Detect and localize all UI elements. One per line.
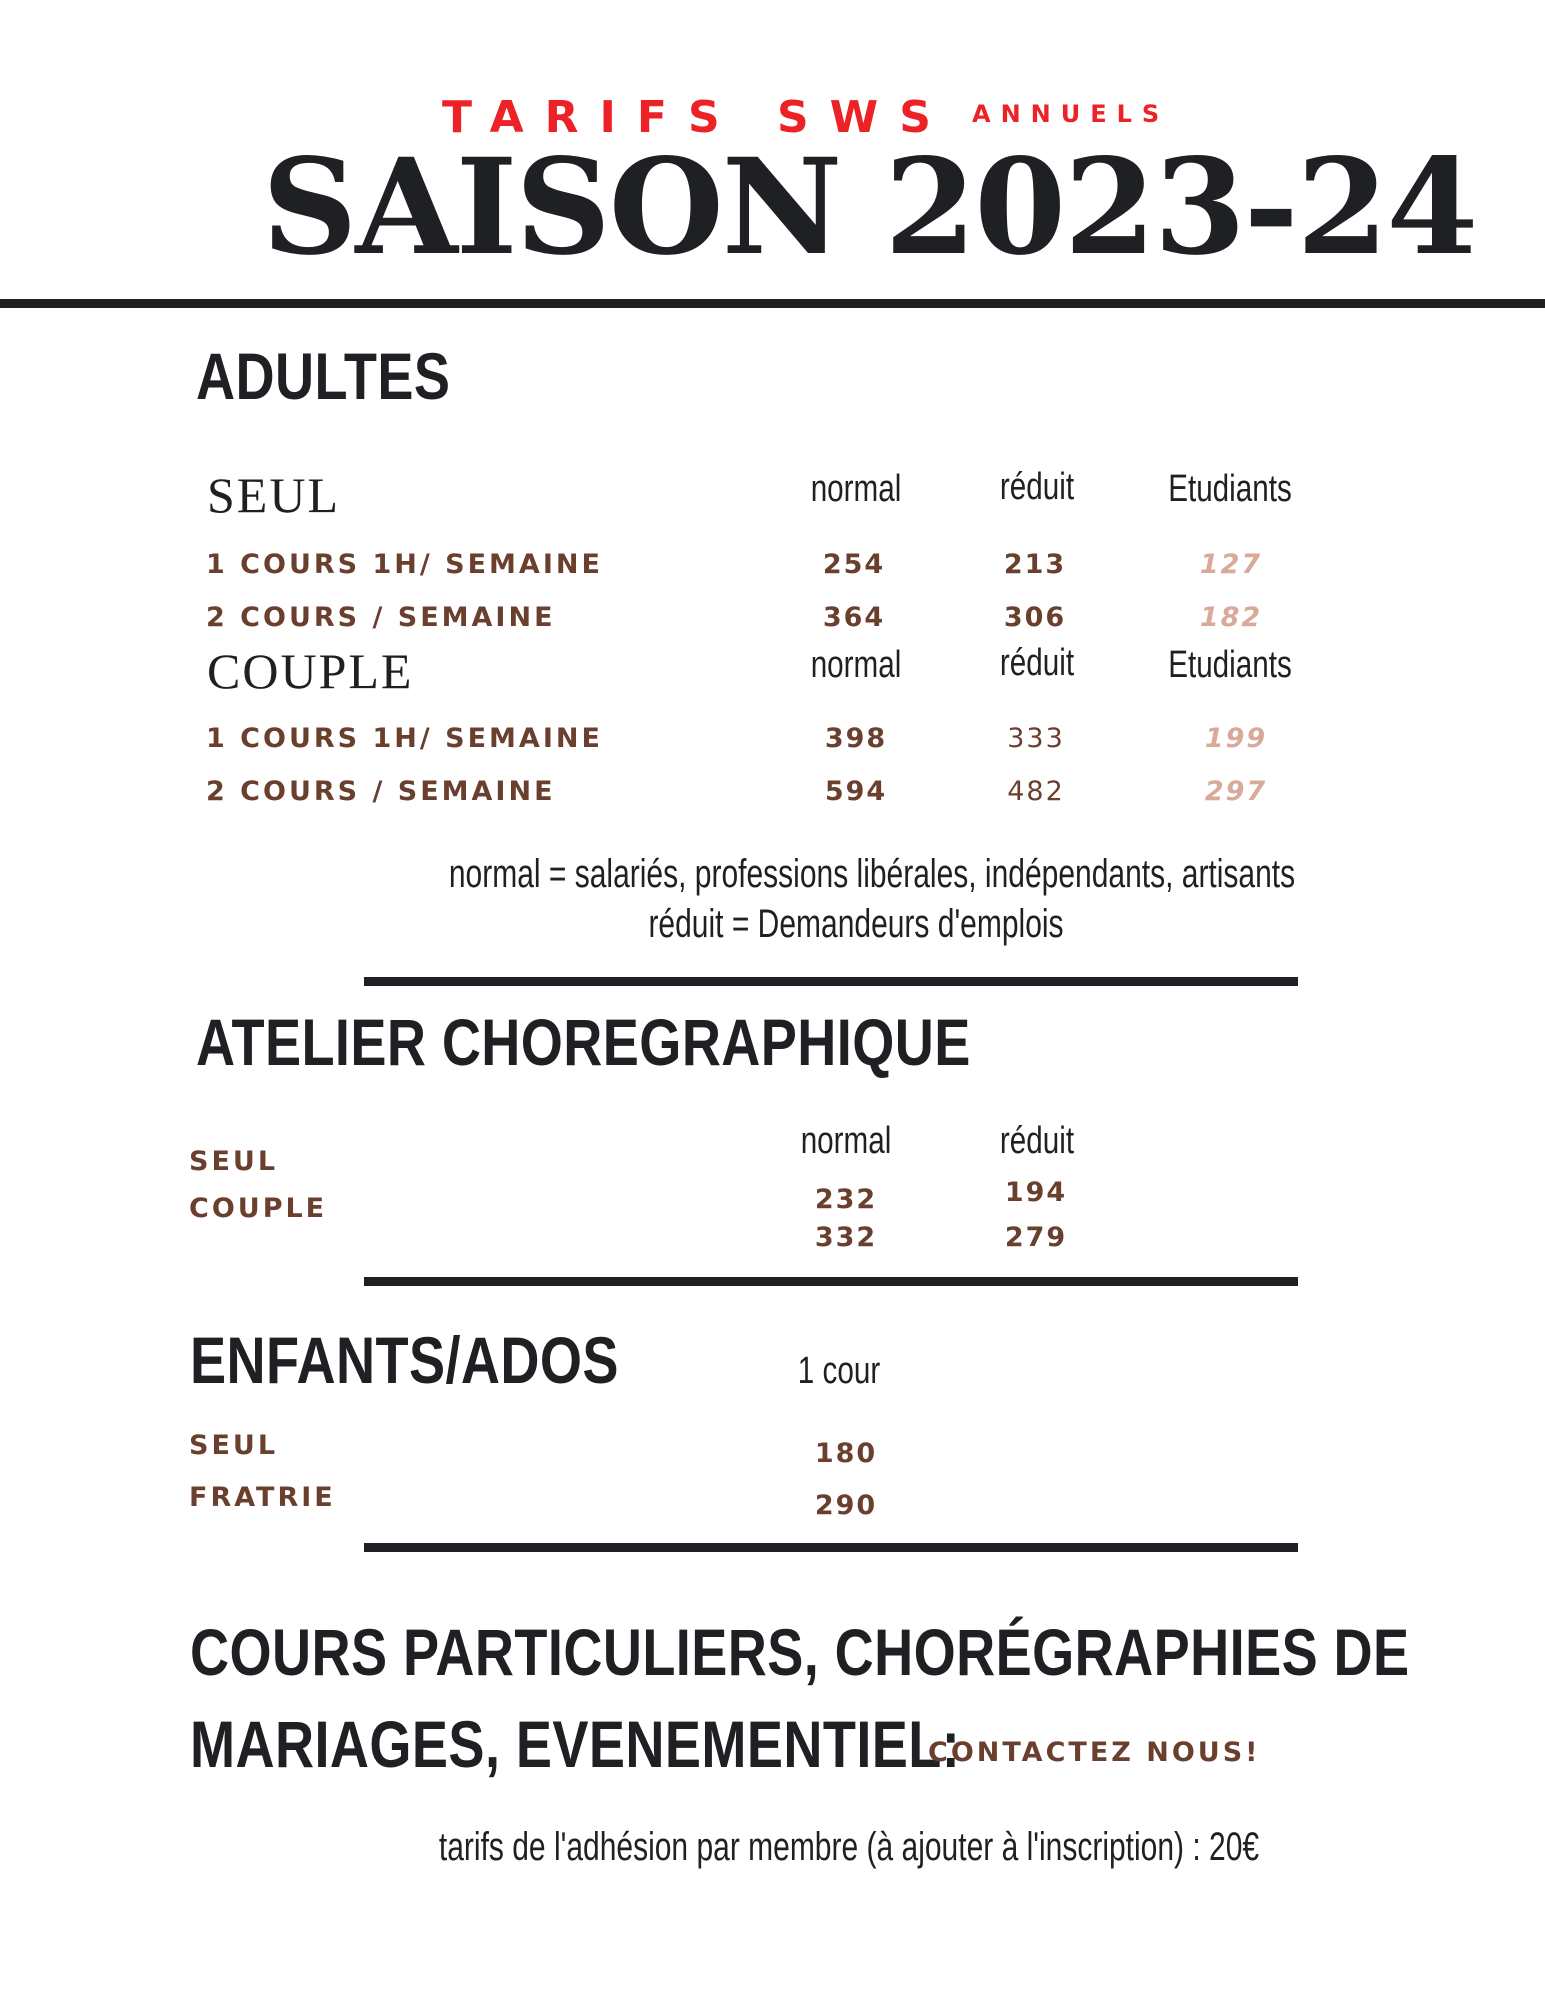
price-value: 180 (814, 1438, 878, 1469)
adhesion-note: tarifs de l'adhésion par membre (à ajouter à l'inscription) : 20€ (438, 1825, 1260, 1869)
contact-label: CONTACTEZ NOUS! (928, 1737, 1261, 1768)
col-reduit-header: réduit (999, 642, 1075, 684)
header-title-red: TARIFS SWS (442, 92, 952, 143)
section-atelier-heading: ATELIER CHOREGRAPHIQUE (196, 1005, 971, 1079)
col-etudiants-header: Etudiants (1168, 644, 1292, 686)
header-divider (0, 299, 1545, 308)
row-label: SEUL (189, 1146, 279, 1177)
col-reduit-header: réduit (999, 1120, 1075, 1162)
season-title: SAISON 2023-24 (262, 130, 1477, 285)
row-label: FRATRIE (189, 1482, 336, 1513)
price-value: 482 (1007, 776, 1065, 807)
price-value: 213 (1003, 549, 1067, 580)
price-value: 279 (1004, 1222, 1068, 1253)
price-value: 333 (1007, 723, 1065, 754)
header-title-red-sub: ANNUELS (972, 100, 1170, 128)
section-adultes-heading: ADULTES (196, 339, 451, 413)
row-label: COUPLE (189, 1193, 328, 1224)
col-1cour-header: 1 cour (797, 1350, 881, 1392)
price-value: 194 (1004, 1177, 1068, 1208)
row-label: 1 COURS 1H/ SEMAINE (206, 723, 603, 754)
particuliers-heading-line2: MARIAGES, EVENEMENTIEL: (190, 1707, 961, 1781)
group-couple-label: COUPLE (207, 643, 414, 699)
col-etudiants-header: Etudiants (1168, 468, 1292, 510)
row-label: SEUL (189, 1430, 279, 1461)
price-value: 254 (822, 549, 886, 580)
price-value: 398 (824, 723, 888, 754)
price-value: 332 (814, 1222, 878, 1253)
col-normal-header: normal (800, 1120, 892, 1162)
price-value: 290 (814, 1490, 878, 1521)
section-enfants-heading: ENFANTS/ADOS (190, 1323, 619, 1397)
note-normal: normal = salariés, professions libérales, indépendants, artisants (448, 852, 1296, 896)
section-divider (364, 1543, 1298, 1552)
col-normal-header: normal (810, 644, 902, 686)
price-value: 232 (814, 1184, 878, 1215)
price-value: 127 (1199, 549, 1263, 580)
price-value: 182 (1199, 602, 1263, 633)
note-reduit: réduit = Demandeurs d'emplois (648, 902, 1064, 946)
row-label: 2 COURS / SEMAINE (206, 776, 556, 807)
price-value: 199 (1204, 723, 1268, 754)
particuliers-heading-line1: COURS PARTICULIERS, CHORÉGRAPHIES DE (190, 1615, 1410, 1689)
section-divider (364, 1277, 1298, 1286)
price-value: 297 (1204, 776, 1268, 807)
row-label: 1 COURS 1H/ SEMAINE (206, 549, 603, 580)
price-value: 364 (822, 602, 886, 633)
price-value: 594 (824, 776, 888, 807)
group-seul-label: SEUL (207, 467, 340, 523)
col-normal-header: normal (810, 468, 902, 510)
price-value: 306 (1003, 602, 1067, 633)
col-reduit-header: réduit (999, 466, 1075, 508)
row-label: 2 COURS / SEMAINE (206, 602, 556, 633)
section-divider (364, 977, 1298, 986)
